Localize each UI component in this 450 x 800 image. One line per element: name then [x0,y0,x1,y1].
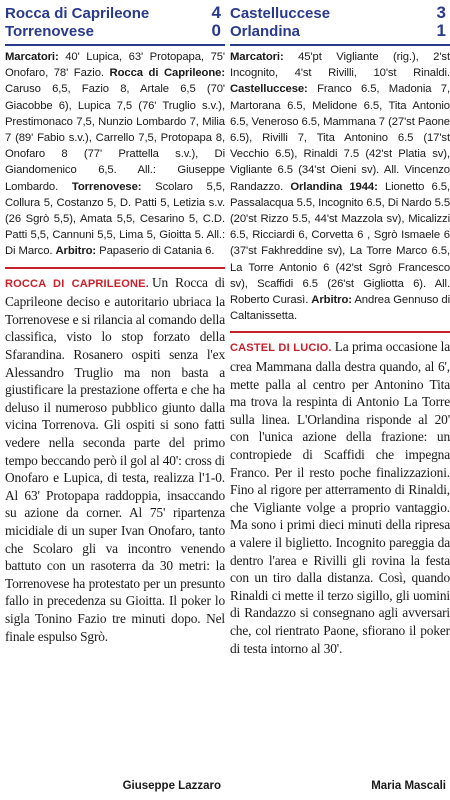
scorers-label: Marcatori: [5,51,59,63]
home-score: 4 [211,4,221,22]
away-lineup-label: Orlandina 1944: [290,180,378,193]
referee-label: Arbitro: [55,245,97,258]
away-team-name: Torrenovese [5,23,94,40]
scorers-text: 45'pt Vigliante (rig.), 2'st Incognito, 4'st Rivilli, 10'st Rinaldi. [230,51,450,80]
article-kicker: CASTEL DI LUCIO. [230,342,332,355]
away-lineup-text: Lionetto 6.5, Passalacqua 5.5, Incognito 6.5, Di Nardo 5.5 (20'st Rizzo 5.5, 44'st Mazzola sv), Micalizzi 6.5, Ricciardi 6, Corvetta 6 , Sgrò Ismaele 6 (37'st Fakhreddine sv), La Torre Marco 6.5, La Torre Antonio 6 (42'st Sgrò Francesco sv), Scaffidi 6.5 (26'st Gigliotta 6). All. Roberto Curasì. [230,180,450,307]
home-team-name: Castelluccese [230,5,331,22]
away-lineup-label: Torrenovese: [71,180,142,193]
left-column [5,4,225,796]
away-scoreline [230,22,450,40]
home-lineup-text: Franco 6.5, Madonia 7, Martorana 6.5, Melidone 6.5, Tita Antonio 6.5, Veneroso 6.5, Mammana 7 (27'st Paone 6.5), Rivilli 7, Tita Antonino 6.5 (17'st Vecchio 6.5), Rinaldi 7.5 (42'st Platia sv), Vigliante 6.5 (34'st Oieni sv). All. Vincenzo Randazzo. [230,83,450,193]
article-text: Un Rocca di Caprileone deciso e autoritario ubriaca la Torrenovese e si rilancia al comando della classifica, visto lo stop forzato della Sfarandina. Rosanero ospiti senza l'ex Alessandro Truglio ma non basta a giustificare la prestazione offerta e che ha deluso il numeroso pubblico giunto dalla vicina Torrenova. Gli ospiti si sono fatti vedere nella seconda parte del primo tempo beccando però il gol al 40': cross di Onofaro e Lupica, di testa, realizza l'1-0. Al 63' Protopapa raddoppia, insaccando su azione da corner. Al 75' ripartenza micidiale di un super Ivan Onofaro, tanto che Scolaro gli va incontro venendo battuto con un rasoterra da 30 metri: la Torrenovese ha protestato per un presunto fallo in precedenza su Gioitta. Il poker lo sigla Tonino Fazio tre minuti dopo. Nel finale espulso Sgrò. [5,274,225,644]
referee-text: Andrea Gennuso di Caltanissetta. [230,294,450,323]
home-score: 3 [436,4,446,22]
right-column [230,4,450,796]
referee-text: Papaserio di Catania 6. [96,245,215,258]
article-text: La prima occasione la crea Mammana dalla destra quando, al 6', mette palla al centro per Antonino Tita ma trova la respinta di Antonio La Torre sulla linea. L'Orlandina risponde al 20' con l'unica azione della frazione: un contropiede di Scaffidi che impegna Franco. Per il resto poche finalizzazioni. Fino al rigore per atterramento di Rinaldi, che Vigliante volge a proprio vantaggio. Ma sono i primi dieci minuti della ripresa a valere il biglietto. Incognito pareggia da dentro l'area e Rivilli gli rovina la festa con un tiro dalla distanza. Così, quando Rinaldi ci mette il terzo sigillo, gli uomini di Randazzo si consegnano agli avversari che, col rientrato Paone, sfiorano il poker di testa intorno al 30'. [230,339,450,656]
home-lineup-label: Castelluccese: [230,83,308,96]
match-report-box [230,49,450,324]
away-lineup-text: Scolaro 5,5, Collura 5, Costanzo 5, D. Patti 5, Letizia s.v. (26 Sgrò 5,5), Amata 5,5, Cesarino 5, C.D. Patti 5,5, Cannuni 5,5, Lima 5, Gioitta 5. All.: Di Marco. [5,180,225,258]
article-author: Maria Mascali [371,780,446,792]
home-lineup-text: Caruso 6,5, Fazio 8, Artale 6,5 (70' Giacobbe 6), Lupica 7,5 (76' Truglio s.v.), Prestimonaco 7,5, Nunzio Lombardo 7, Milia 7 (89' Fabio s.v.), Carrello 7,5, Protopapa 8, Onofaro 8 (77' Prattella s.v.), Di Giandomenico 6,5. All.: Giuseppe Lombardo. [5,83,225,193]
away-score: 0 [211,21,221,40]
divider [230,44,450,46]
away-team-name: Orlandina [230,23,301,40]
scorers-label: Marcatori: [230,51,284,63]
divider [5,267,225,269]
referee-label: Arbitro: [311,294,352,307]
divider [230,331,450,333]
home-scoreline [5,4,225,22]
article-kicker: ROCCA DI CAPRILEONE. [5,277,149,290]
home-scoreline [230,4,450,22]
article-body [230,338,450,657]
away-score: 1 [436,21,446,40]
away-scoreline [5,22,225,40]
divider [5,44,225,46]
match-report-box [5,49,225,260]
scorers-text: 40' Lupica, 63' Protopapa, 75' Onofaro, 78' Fazio. [5,51,225,80]
home-team-name: Rocca di Caprileone [5,5,150,22]
article-body [5,274,225,645]
home-lineup-label: Rocca di Caprileone: [109,67,225,80]
article-author: Giuseppe Lazzaro [122,780,221,792]
